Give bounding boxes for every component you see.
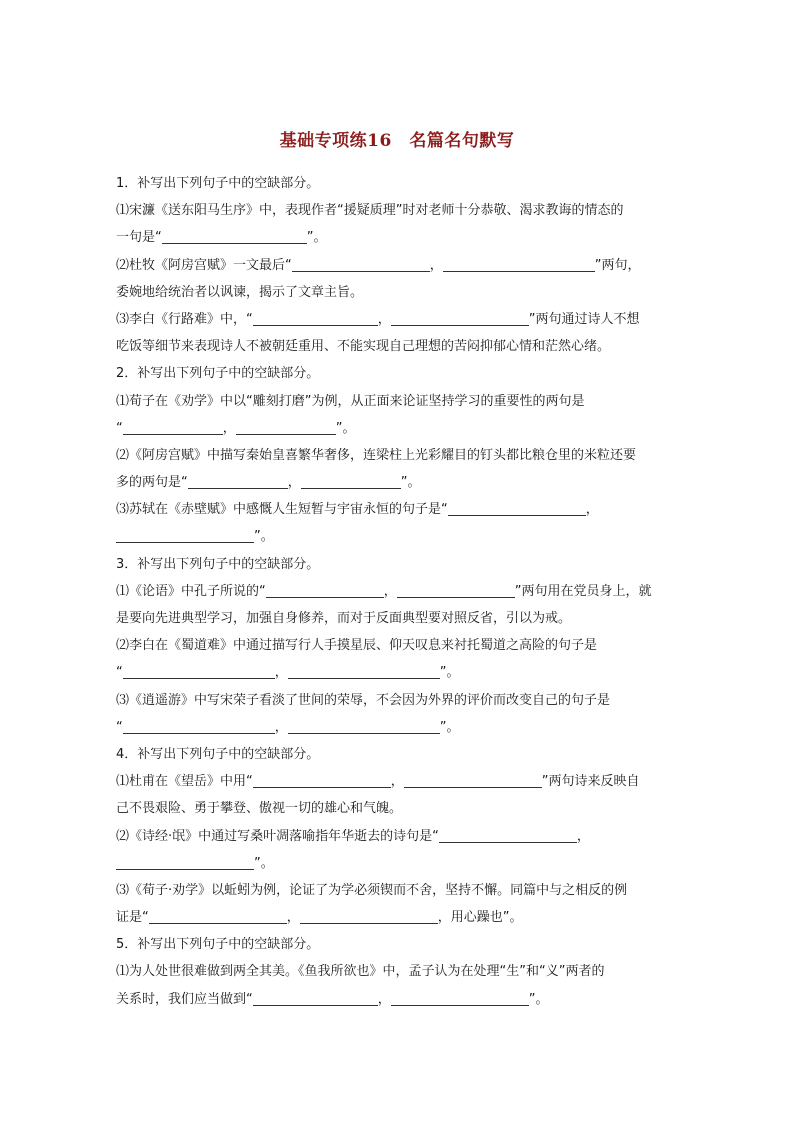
question-1-heading: 1．补写出下列句子中的空缺部分。 — [116, 176, 320, 191]
q2-item-1-answer-line — [116, 415, 680, 442]
q1-item-1-answer-line — [116, 224, 680, 251]
q3-item-2-answer-line — [116, 659, 680, 686]
text: ， — [274, 719, 288, 735]
question-4-heading: 4．补写出下列句子中的空缺部分。 — [116, 746, 320, 762]
text: “ — [116, 719, 123, 735]
question-2-heading: 2．补写出下列句子中的空缺部分。 — [116, 366, 320, 382]
text: ⑶李白《行路难》中，“ — [116, 311, 253, 327]
text: ”两句诗来反映自 — [541, 774, 640, 790]
text: ， — [287, 475, 301, 491]
text: ⑴杜甫在《望岳》中用“ — [116, 774, 253, 790]
answer-blank[interactable] — [162, 228, 307, 244]
q3-item-3-text: ⑶《逍遥游》中写宋荣子看淡了世间的荣辱，不会因为外界的评价而改变自己的句子是 — [116, 692, 611, 708]
text: ， — [274, 665, 288, 681]
q1-item-2-continued: 委婉地给统治者以讽谏，揭示了文章主旨。 — [116, 284, 364, 300]
q4-item-3-answer-line — [116, 904, 680, 931]
q1-item-3-continued: 吃饭等细节来表现诗人不被朝廷重用、不能实现自己理想的苦闷抑郁心情和茫然心绪。 — [116, 339, 611, 355]
text: ”。 — [400, 475, 421, 491]
text: ”。 — [439, 719, 460, 735]
text: ， — [222, 420, 236, 436]
answer-blank[interactable] — [266, 582, 384, 598]
text: ， — [377, 311, 391, 327]
text: ”。 — [306, 230, 327, 246]
q3-item-2-text: ⑵李白在《蜀道难》中通过描写行人手摸星辰、仰天叹息来衬托蜀道之高险的句子是 — [116, 638, 598, 654]
answer-blank[interactable] — [123, 718, 275, 734]
answer-blank[interactable] — [116, 527, 254, 543]
answer-blank[interactable] — [288, 663, 440, 679]
q4-item-1-continued: 己不畏艰险、勇于攀登、傲视一切的雄心和气魄。 — [116, 801, 403, 817]
question-5-heading: 5．补写出下列句子中的空缺部分。 — [116, 937, 320, 953]
text: ”两句， — [594, 257, 641, 273]
text: ”。 — [439, 665, 460, 681]
q2-item-2-answer-line — [116, 469, 680, 496]
answer-blank[interactable] — [116, 854, 254, 870]
answer-blank[interactable] — [149, 908, 287, 924]
text: ”。 — [254, 529, 274, 545]
q3-item-1-continued: 是要向先进典型学习，加强自身修养，而对于反面典型要对照反省，引以为戒。 — [116, 611, 572, 626]
text: ⑵《诗经·氓》中通过写桑叶凋落喻指年华逝去的诗句是“ — [116, 828, 439, 844]
q2-item-1-text: ⑴荀子在《劝学》中以“雕刻打磨”为例，从正面来论证坚持学习的重要性的两句是 — [116, 393, 585, 409]
exercise-content — [116, 170, 680, 1013]
text: 多的两句是“ — [116, 475, 188, 491]
answer-blank[interactable] — [188, 473, 288, 489]
q3-item-3-answer-line — [116, 714, 680, 741]
text: ， — [576, 828, 590, 844]
text: ， — [377, 991, 391, 1007]
answer-blank[interactable] — [391, 990, 529, 1006]
text: ， — [286, 910, 300, 926]
answer-blank[interactable] — [253, 310, 378, 326]
q2-item-3-answer-line — [116, 523, 680, 550]
answer-blank[interactable] — [439, 827, 577, 843]
text: ”两句用在党员身上，就 — [514, 583, 652, 599]
q1-item-3-text — [116, 306, 680, 333]
text: ，用心躁也”。 — [437, 910, 523, 926]
text: ， — [585, 502, 599, 518]
q4-item-2-text — [116, 823, 680, 850]
text: ， — [429, 257, 443, 273]
text: ， — [383, 583, 397, 599]
answer-blank[interactable] — [123, 419, 223, 435]
q2-item-3-text — [116, 496, 680, 523]
text: 关系时，我们应当做到“ — [116, 991, 253, 1007]
answer-blank[interactable] — [288, 718, 440, 734]
answer-blank[interactable] — [300, 908, 438, 924]
page-title: 基础专项练16 名篇名句默写 — [279, 131, 515, 151]
q2-item-2-text: ⑵《阿房宫赋》中描写秦始皇喜繁华奢侈，连梁柱上光彩耀目的钉头都比粮仓里的米粒还要 — [116, 447, 637, 463]
q4-item-1-text — [116, 768, 680, 795]
question-3-heading: 3．补写出下列句子中的空缺部分。 — [116, 556, 320, 572]
text: ， — [390, 774, 404, 790]
q3-item-1-text — [116, 578, 680, 605]
answer-blank[interactable] — [443, 256, 595, 272]
q1-item-1-text: ⑴宋濂《送东阳马生序》中，表现作者“援疑质理”时对老师十分恭敬、渴求教诲的情态的 — [116, 203, 624, 219]
text: ”。 — [528, 991, 549, 1007]
text: ⑵杜牧《阿房宫赋》一文最后“ — [116, 257, 292, 273]
text: ⑴《论语》中孔子所说的“ — [116, 583, 266, 599]
answer-blank[interactable] — [448, 500, 586, 516]
answer-blank[interactable] — [123, 663, 275, 679]
text: “ — [116, 420, 123, 436]
text: ”。 — [335, 420, 356, 436]
q4-item-3-text: ⑶《荀子·劝学》以蚯蚓为例，论证了为学必须锲而不舍，坚持不懈。同篇中与之相反的例 — [116, 882, 628, 898]
answer-blank[interactable] — [397, 582, 515, 598]
text: 一句是“ — [116, 230, 162, 246]
text: ⑶苏轼在《赤壁赋》中感慨人生短暂与宇宙永恒的句子是“ — [116, 502, 448, 518]
answer-blank[interactable] — [236, 419, 336, 435]
answer-blank[interactable] — [301, 473, 401, 489]
text: ”两句通过诗人不想 — [528, 311, 640, 327]
q4-item-2-answer-line — [116, 850, 680, 877]
q1-item-2-text — [116, 252, 680, 279]
answer-blank[interactable] — [292, 256, 430, 272]
answer-blank[interactable] — [404, 772, 542, 788]
text: ”。 — [254, 855, 274, 871]
text: 证是“ — [116, 910, 149, 926]
answer-blank[interactable] — [253, 772, 391, 788]
answer-blank[interactable] — [253, 990, 378, 1006]
text: “ — [116, 665, 123, 681]
answer-blank[interactable] — [391, 310, 529, 326]
q5-item-1-answer-line — [116, 986, 680, 1013]
q5-item-1-text: ⑴为人处世很难做到两全其美。《鱼我所欲也》中，孟子认为在处理“生”和“义”两者的 — [116, 964, 605, 980]
